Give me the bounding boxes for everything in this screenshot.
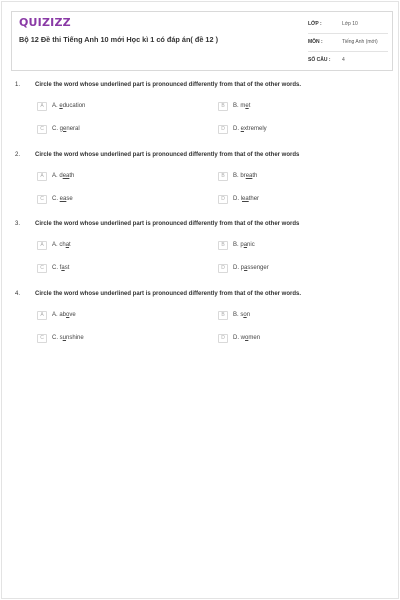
answer-option-b[interactable]: [218, 101, 250, 111]
question-text: Circle the word whose underlined part is pronounced differently from that of the other words: [35, 221, 300, 227]
option-letter-box: D: [218, 334, 228, 343]
option-text-part: th: [69, 173, 75, 179]
option-text-part: ab: [59, 312, 67, 318]
worksheet-meta: [308, 16, 388, 70]
option-letter-box: A: [37, 241, 47, 250]
option-text-part: men: [248, 335, 261, 341]
question-number: 4.: [15, 291, 21, 297]
worksheet-page: [1, 1, 399, 599]
answer-option-a[interactable]: [37, 240, 71, 250]
answer-option-d[interactable]: [218, 124, 267, 134]
option-text: [52, 312, 76, 318]
answer-option-b[interactable]: [218, 171, 257, 181]
option-text: [233, 103, 250, 109]
answer-option-a[interactable]: [37, 310, 76, 320]
option-text-part: t: [69, 242, 71, 248]
option-text-part: C.: [52, 265, 60, 271]
option-letter-box: A: [37, 102, 47, 111]
option-text-part: C.: [52, 335, 60, 341]
option-underlined-part: u: [62, 335, 67, 341]
question-number: 3.: [15, 221, 21, 227]
option-text: [233, 265, 269, 271]
option-text-part: C.: [52, 196, 60, 202]
option-text: [52, 103, 85, 109]
meta-label-question-count: SỐ CÂU :: [308, 57, 331, 63]
option-text-part: p: [240, 265, 245, 271]
option-text: [52, 126, 80, 132]
question-text: Circle the word whose underlined part is pronounced differently from that of the other words.: [35, 291, 302, 297]
option-underlined-part: ea: [245, 173, 253, 179]
answer-option-d[interactable]: [218, 194, 259, 204]
question-text: Circle the word whose underlined part is pronounced differently from that of the other words: [35, 152, 300, 158]
answer-option-b[interactable]: [218, 310, 250, 320]
option-text: [233, 242, 255, 248]
option-text: [52, 265, 69, 271]
worksheet-title: Bộ 12 Đề thi Tiếng Anh 10 mới Học kì 1 có đáp án( đề 12 ): [19, 35, 219, 44]
answer-option-a[interactable]: [37, 101, 85, 111]
option-letter-box: B: [218, 172, 228, 181]
answer-option-b[interactable]: [218, 240, 255, 250]
option-underlined-part: e: [63, 126, 67, 132]
option-text-part: A.: [52, 312, 60, 318]
meta-value-subject: Tiếng Anh (mới): [342, 39, 378, 45]
option-text: [52, 335, 84, 341]
option-letter-box: B: [218, 241, 228, 250]
option-text-part: D.: [233, 265, 241, 271]
option-text-part: p: [240, 242, 244, 248]
option-text: [233, 173, 257, 179]
answer-option-d[interactable]: [218, 333, 260, 343]
option-text-part: d: [59, 173, 63, 179]
option-letter-box: B: [218, 102, 228, 111]
question-text: Circle the word whose underlined part is pronounced differently from that of the other words.: [35, 82, 302, 88]
option-text-part: B.: [233, 173, 241, 179]
option-text: [233, 196, 259, 202]
meta-row-question-count: [308, 52, 388, 70]
meta-row-subject: [308, 34, 388, 52]
worksheet-header: [11, 11, 393, 71]
question-number: 1.: [15, 82, 21, 88]
option-text-part: ve: [69, 312, 76, 318]
option-underlined-part: a: [243, 242, 248, 248]
meta-value-question-count: 4: [342, 57, 345, 63]
option-text-part: A.: [52, 242, 60, 248]
option-text-part: g: [59, 126, 64, 132]
option-text: [233, 312, 250, 318]
option-underlined-part: ea: [242, 196, 249, 202]
option-text-part: C.: [52, 126, 60, 132]
option-underlined-part: ea: [62, 173, 70, 179]
option-letter-box: D: [218, 125, 228, 134]
question-number: 2.: [15, 152, 21, 158]
option-text-part: ch: [59, 242, 66, 248]
option-underlined-part: e: [59, 103, 63, 109]
option-text: [52, 242, 71, 248]
option-underlined-part: o: [243, 312, 247, 318]
option-letter-box: B: [218, 311, 228, 320]
option-text-part: th: [252, 173, 258, 179]
option-letter-box: D: [218, 195, 228, 204]
meta-value-class: Lớp 10: [342, 21, 358, 27]
option-text-part: m: [240, 103, 246, 109]
option-text-part: B.: [233, 242, 241, 248]
option-text-part: l: [240, 196, 243, 202]
option-underlined-part: a: [61, 265, 65, 271]
option-text-part: ssenger: [247, 265, 269, 271]
option-text-part: ducation: [62, 103, 86, 109]
option-text-part: B.: [233, 312, 241, 318]
option-text-part: s: [240, 312, 244, 318]
option-text-part: f: [59, 265, 62, 271]
option-letter-box: C: [37, 125, 47, 134]
option-underlined-part: e: [240, 126, 245, 132]
answer-option-d[interactable]: [218, 263, 269, 273]
option-text-part: D.: [233, 196, 241, 202]
answer-option-c[interactable]: [37, 263, 69, 273]
option-text-part: A.: [52, 173, 60, 179]
option-underlined-part: o: [66, 312, 70, 318]
option-underlined-part: a: [65, 242, 70, 248]
meta-label-class: LỚP :: [308, 21, 322, 27]
option-text-part: neral: [66, 126, 80, 132]
answer-option-c[interactable]: [37, 194, 73, 204]
option-text-part: ther: [248, 196, 260, 202]
option-letter-box: C: [37, 264, 47, 273]
quizizz-logo: QUIZIZZ: [19, 16, 71, 29]
option-letter-box: A: [37, 172, 47, 181]
option-text-part: br: [240, 173, 246, 179]
option-text-part: D.: [233, 335, 241, 341]
meta-row-class: [308, 16, 388, 34]
option-text: [52, 173, 74, 179]
option-letter-box: A: [37, 311, 47, 320]
option-text-part: s: [59, 335, 63, 341]
option-text-part: B.: [233, 103, 241, 109]
option-text-part: A.: [52, 103, 60, 109]
option-letter-box: C: [37, 334, 47, 343]
answer-option-a[interactable]: [37, 171, 74, 181]
option-text: [52, 196, 73, 202]
option-underlined-part: e: [245, 103, 249, 109]
option-letter-box: D: [218, 264, 228, 273]
option-text-part: xtremely: [244, 126, 267, 132]
meta-label-subject: MÔN :: [308, 39, 323, 45]
option-text-part: w: [240, 335, 246, 341]
answer-option-c[interactable]: [37, 124, 80, 134]
option-text-part: se: [66, 196, 73, 202]
option-text-part: nshine: [66, 335, 84, 341]
option-letter-box: C: [37, 195, 47, 204]
option-underlined-part: ea: [59, 196, 67, 202]
option-text-part: D.: [233, 126, 241, 132]
option-underlined-part: a: [244, 265, 248, 271]
option-text-part: nic: [247, 242, 255, 248]
option-underlined-part: o: [245, 335, 249, 341]
option-text-part: t: [248, 103, 251, 109]
option-text-part: n: [246, 312, 251, 318]
answer-option-c[interactable]: [37, 333, 84, 343]
option-text: [233, 335, 260, 341]
option-text: [233, 126, 267, 132]
option-text-part: st: [64, 265, 70, 271]
